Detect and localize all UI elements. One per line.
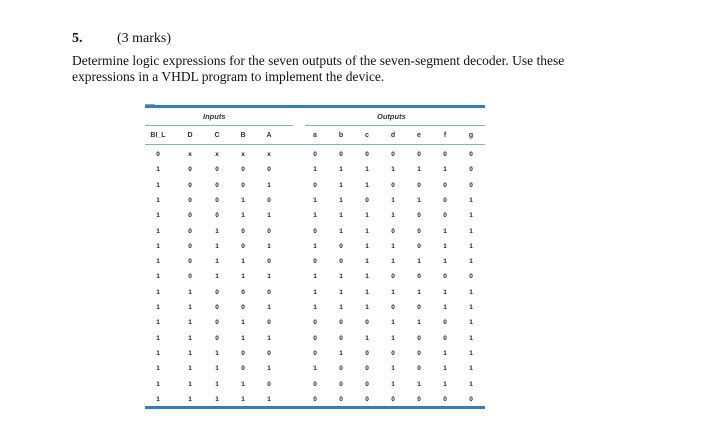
table-cell: 1 bbox=[188, 304, 192, 311]
table-cell: 0 bbox=[241, 227, 245, 235]
table-cell: 1 bbox=[443, 227, 447, 235]
table-cell: 0 bbox=[469, 181, 473, 189]
table-cell: 0 bbox=[443, 196, 447, 204]
table-cell: 1 bbox=[156, 273, 160, 281]
table-cell: 0 bbox=[188, 166, 192, 174]
table-cell: 1 bbox=[339, 304, 343, 311]
table-cell: 0 bbox=[391, 304, 395, 311]
question-marks: (3 marks) bbox=[117, 31, 172, 46]
table-cell: 1 bbox=[215, 395, 219, 403]
table-cell: 0 bbox=[215, 288, 219, 296]
table-cell: 1 bbox=[156, 365, 160, 373]
table-cell: 0 bbox=[391, 395, 395, 403]
table-cell: 0 bbox=[241, 242, 245, 250]
table-cell: 1 bbox=[267, 273, 271, 281]
table-cell: 0 bbox=[443, 319, 447, 327]
table-cell: 0 bbox=[469, 151, 473, 158]
table-cell: 1 bbox=[241, 258, 245, 266]
table-cell: 1 bbox=[365, 227, 369, 235]
table-cell: 1 bbox=[365, 258, 369, 266]
table-cell: 1 bbox=[417, 258, 421, 266]
table-cell: 0 bbox=[241, 365, 245, 373]
table-cell: 0 bbox=[267, 196, 271, 204]
table-cell: 0 bbox=[417, 227, 421, 235]
table-cell: 1 bbox=[391, 319, 395, 327]
table-cell: 1 bbox=[156, 334, 160, 342]
table-cell: 1 bbox=[313, 288, 317, 296]
table-cell: 1 bbox=[443, 349, 447, 357]
table-cell: 0 bbox=[339, 365, 343, 373]
table-cell: 1 bbox=[156, 304, 160, 311]
table-cell: 0 bbox=[313, 380, 317, 388]
table-cell: 1 bbox=[365, 334, 369, 342]
table-cell: 1 bbox=[156, 288, 160, 296]
table-cell: 1 bbox=[267, 365, 271, 373]
table-cell: x bbox=[241, 151, 245, 158]
table-cell: 0 bbox=[417, 151, 421, 158]
table-cell: 1 bbox=[313, 166, 317, 174]
table-top-rule bbox=[145, 105, 485, 108]
table-cell: 1 bbox=[417, 319, 421, 327]
table-cell: x bbox=[188, 151, 192, 158]
table-cell: 1 bbox=[188, 319, 192, 327]
table-cell: 1 bbox=[469, 380, 473, 388]
table-cell: 0 bbox=[417, 349, 421, 357]
table-cell: 0 bbox=[215, 334, 219, 342]
table-cell: 1 bbox=[391, 196, 395, 204]
table-cell: 0 bbox=[339, 380, 343, 388]
table-cell: 1 bbox=[267, 334, 271, 342]
table-cell: 1 bbox=[215, 258, 219, 266]
table-cell: 1 bbox=[443, 380, 447, 388]
table-cell: 1 bbox=[188, 288, 192, 296]
table-cell: 0 bbox=[267, 288, 271, 296]
table-cell: 1 bbox=[339, 349, 343, 357]
table-cell: 0 bbox=[469, 273, 473, 281]
table-cell: 0 bbox=[417, 181, 421, 189]
table-cell: 1 bbox=[156, 181, 160, 189]
table-cell: 1 bbox=[339, 212, 343, 220]
table-cell: 1 bbox=[391, 242, 395, 250]
table-cell: 0 bbox=[267, 319, 271, 327]
table-cell: 1 bbox=[443, 242, 447, 250]
column-header-e: e bbox=[417, 132, 421, 139]
table-cell: 1 bbox=[241, 273, 245, 281]
table-cell: 0 bbox=[241, 181, 245, 189]
table-cell: 1 bbox=[188, 334, 192, 342]
table-cell: 1 bbox=[215, 242, 219, 250]
outputs-group-label: Outputs bbox=[377, 112, 406, 121]
table-cell: 0 bbox=[443, 212, 447, 220]
table-cell: 1 bbox=[365, 288, 369, 296]
table-cell: 1 bbox=[443, 258, 447, 266]
table-cell: 1 bbox=[339, 181, 343, 189]
table-cell: 1 bbox=[188, 349, 192, 357]
table-cell: 0 bbox=[417, 304, 421, 311]
table-cell: 0 bbox=[241, 349, 245, 357]
table-cell: 0 bbox=[156, 151, 160, 158]
question-number: 5. bbox=[72, 31, 83, 46]
table-bottom-rule bbox=[145, 406, 485, 409]
table-cell: 0 bbox=[417, 242, 421, 250]
table-cell: 1 bbox=[241, 319, 245, 327]
table-cell: 1 bbox=[215, 273, 219, 281]
table-cell: 1 bbox=[215, 349, 219, 357]
table-cell: 1 bbox=[267, 304, 271, 311]
table-cell: 1 bbox=[469, 288, 473, 296]
table-cell: 0 bbox=[443, 334, 447, 342]
table-cell: 0 bbox=[188, 258, 192, 266]
table-cell: 0 bbox=[188, 273, 192, 281]
table-cell: 1 bbox=[469, 319, 473, 327]
column-header-c: c bbox=[365, 132, 369, 139]
table-cell: 1 bbox=[469, 334, 473, 342]
table-cell: 1 bbox=[156, 212, 160, 220]
table-cell: 0 bbox=[241, 288, 245, 296]
table-cell: 0 bbox=[188, 181, 192, 189]
table-cell: 1 bbox=[156, 227, 160, 235]
table-cell: 0 bbox=[443, 181, 447, 189]
table-cell: 0 bbox=[339, 242, 343, 250]
table-cell: 0 bbox=[188, 227, 192, 235]
table-cell: 0 bbox=[267, 166, 271, 174]
header-rule bbox=[145, 144, 485, 145]
table-cell: 1 bbox=[241, 334, 245, 342]
column-header-c: C bbox=[214, 132, 220, 139]
table-cell: 0 bbox=[469, 166, 473, 174]
table-cell: 1 bbox=[313, 273, 317, 281]
table-cell: 1 bbox=[156, 319, 160, 327]
table-cell: 0 bbox=[365, 151, 369, 158]
table-cell: 0 bbox=[365, 395, 369, 403]
table-cell: 0 bbox=[313, 181, 317, 189]
table-cell: 1 bbox=[443, 288, 447, 296]
table-cell: 0 bbox=[215, 166, 219, 174]
table-cell: 1 bbox=[365, 181, 369, 189]
table-cell: 0 bbox=[443, 395, 447, 403]
table-cell: 1 bbox=[188, 380, 192, 388]
table-cell: 0 bbox=[313, 258, 317, 266]
table-cell: 1 bbox=[215, 227, 219, 235]
table-cell: 0 bbox=[188, 196, 192, 204]
table-cell: 1 bbox=[156, 380, 160, 388]
table-cell: 1 bbox=[156, 258, 160, 266]
table-cell: 1 bbox=[241, 196, 245, 204]
table-cell: 1 bbox=[188, 395, 192, 403]
table-cell: 0 bbox=[391, 273, 395, 281]
table-cell: 1 bbox=[313, 304, 317, 311]
table-cell: 0 bbox=[365, 349, 369, 357]
table-cell: 1 bbox=[267, 395, 271, 403]
table-cell: 1 bbox=[365, 166, 369, 174]
table-cell: 0 bbox=[365, 196, 369, 204]
table-cell: 1 bbox=[365, 242, 369, 250]
column-header-bi-l: BI_L bbox=[150, 132, 166, 139]
table-cell: 0 bbox=[215, 304, 219, 311]
table-cell: 0 bbox=[417, 395, 421, 403]
table-cell: 1 bbox=[469, 349, 473, 357]
table-cell: x bbox=[267, 151, 271, 158]
table-cell: 1 bbox=[365, 212, 369, 220]
column-header-a: a bbox=[313, 132, 317, 139]
table-cell: 1 bbox=[267, 242, 271, 250]
table-cell: 1 bbox=[339, 196, 343, 204]
table-cell: 0 bbox=[215, 181, 219, 189]
table-cell: 1 bbox=[215, 365, 219, 373]
table-cell: 1 bbox=[469, 212, 473, 220]
table-cell: 0 bbox=[267, 380, 271, 388]
table-cell: 0 bbox=[313, 151, 317, 158]
inputs-group-rule bbox=[145, 125, 293, 126]
table-cell: 0 bbox=[188, 242, 192, 250]
table-cell: 1 bbox=[469, 242, 473, 250]
table-cell: 0 bbox=[339, 258, 343, 266]
column-header-g: g bbox=[468, 132, 474, 139]
table-cell: 1 bbox=[339, 227, 343, 235]
table-cell: 1 bbox=[156, 395, 160, 403]
table-cell: 1 bbox=[469, 227, 473, 235]
table-cell: 0 bbox=[313, 334, 317, 342]
table-cell: 0 bbox=[339, 319, 343, 327]
table-cell: 1 bbox=[241, 395, 245, 403]
table-cell: 1 bbox=[215, 380, 219, 388]
table-cell: 0 bbox=[313, 319, 317, 327]
table-cell: 1 bbox=[313, 212, 317, 220]
table-cell: 1 bbox=[339, 166, 343, 174]
table-cell: 0 bbox=[365, 319, 369, 327]
table-cell: 0 bbox=[313, 227, 317, 235]
table-cell: 0 bbox=[391, 151, 395, 158]
column-header-f: f bbox=[443, 132, 447, 139]
table-cell: 1 bbox=[156, 242, 160, 250]
table-cell: 1 bbox=[391, 258, 395, 266]
table-cell: 1 bbox=[188, 365, 192, 373]
table-cell: 1 bbox=[443, 304, 447, 311]
table-cell: 1 bbox=[417, 166, 421, 174]
table-cell: 1 bbox=[241, 380, 245, 388]
table-cell: 1 bbox=[443, 166, 447, 174]
table-cell: 0 bbox=[215, 319, 219, 327]
table-cell: 1 bbox=[469, 365, 473, 373]
table-cell: 1 bbox=[391, 212, 395, 220]
table-cell: 0 bbox=[339, 151, 343, 158]
table-cell: 0 bbox=[241, 166, 245, 174]
table-cell: 1 bbox=[417, 380, 421, 388]
table-cell: 1 bbox=[417, 196, 421, 204]
table-cell: 0 bbox=[267, 258, 271, 266]
table-cell: 1 bbox=[391, 288, 395, 296]
table-cell: 0 bbox=[391, 181, 395, 189]
table-cell: 1 bbox=[339, 273, 343, 281]
table-cell: 0 bbox=[188, 212, 192, 220]
outputs-group-rule bbox=[305, 125, 485, 126]
column-header-b: b bbox=[338, 132, 344, 139]
table-cell: 0 bbox=[443, 273, 447, 281]
table-cell: 0 bbox=[365, 380, 369, 388]
table-cell: 0 bbox=[339, 334, 343, 342]
table-cell: 0 bbox=[469, 395, 473, 403]
table-cell: 0 bbox=[417, 273, 421, 281]
table-cell: 1 bbox=[267, 212, 271, 220]
table-cell: 0 bbox=[417, 365, 421, 373]
table-cell: 0 bbox=[267, 227, 271, 235]
table-cell: 0 bbox=[365, 365, 369, 373]
table-cell: 1 bbox=[339, 288, 343, 296]
table-cell: 1 bbox=[241, 212, 245, 220]
column-header-a: A bbox=[266, 132, 272, 139]
table-cell: 0 bbox=[215, 196, 219, 204]
table-cell: 0 bbox=[267, 349, 271, 357]
column-header-d: D bbox=[187, 132, 193, 139]
inputs-group-label: Inputs bbox=[203, 112, 226, 121]
table-cell: 1 bbox=[469, 258, 473, 266]
table-cell: 1 bbox=[469, 196, 473, 204]
table-cell: 0 bbox=[241, 304, 245, 311]
table-cell: 1 bbox=[365, 273, 369, 281]
question-header bbox=[72, 31, 172, 47]
table-cell: 1 bbox=[417, 288, 421, 296]
table-cell: 1 bbox=[156, 196, 160, 204]
table-cell: 1 bbox=[313, 242, 317, 250]
table-cell: 0 bbox=[443, 151, 447, 158]
table-cell: 0 bbox=[417, 212, 421, 220]
question-text: Determine logic expressions for the seven outputs of the seven-segment decoder. Use these expressions in a VHDL program to implement the device. bbox=[72, 53, 565, 84]
table-cell: 1 bbox=[391, 334, 395, 342]
table-cell: 1 bbox=[391, 365, 395, 373]
table-cell: 1 bbox=[443, 365, 447, 373]
table-cell: 1 bbox=[391, 166, 395, 174]
table-cell: 1 bbox=[156, 349, 160, 357]
table-cell: 0 bbox=[339, 395, 343, 403]
table-cell: 0 bbox=[215, 212, 219, 220]
table-cell: 1 bbox=[469, 304, 473, 311]
column-header-d: d bbox=[390, 132, 396, 139]
table-cell: 1 bbox=[391, 380, 395, 388]
table-cell: 1 bbox=[156, 166, 160, 174]
table-cell: 0 bbox=[313, 349, 317, 357]
table-cell: 1 bbox=[267, 181, 271, 189]
table-cell: 0 bbox=[391, 227, 395, 235]
table-cell: x bbox=[215, 151, 219, 158]
table-cell: 1 bbox=[365, 304, 369, 311]
table-cell: 0 bbox=[313, 395, 317, 403]
table-cell: 0 bbox=[417, 334, 421, 342]
table-cell: 0 bbox=[391, 349, 395, 357]
column-header-b: B bbox=[240, 132, 246, 139]
table-cell: 1 bbox=[313, 365, 317, 373]
table-cell: 1 bbox=[313, 196, 317, 204]
